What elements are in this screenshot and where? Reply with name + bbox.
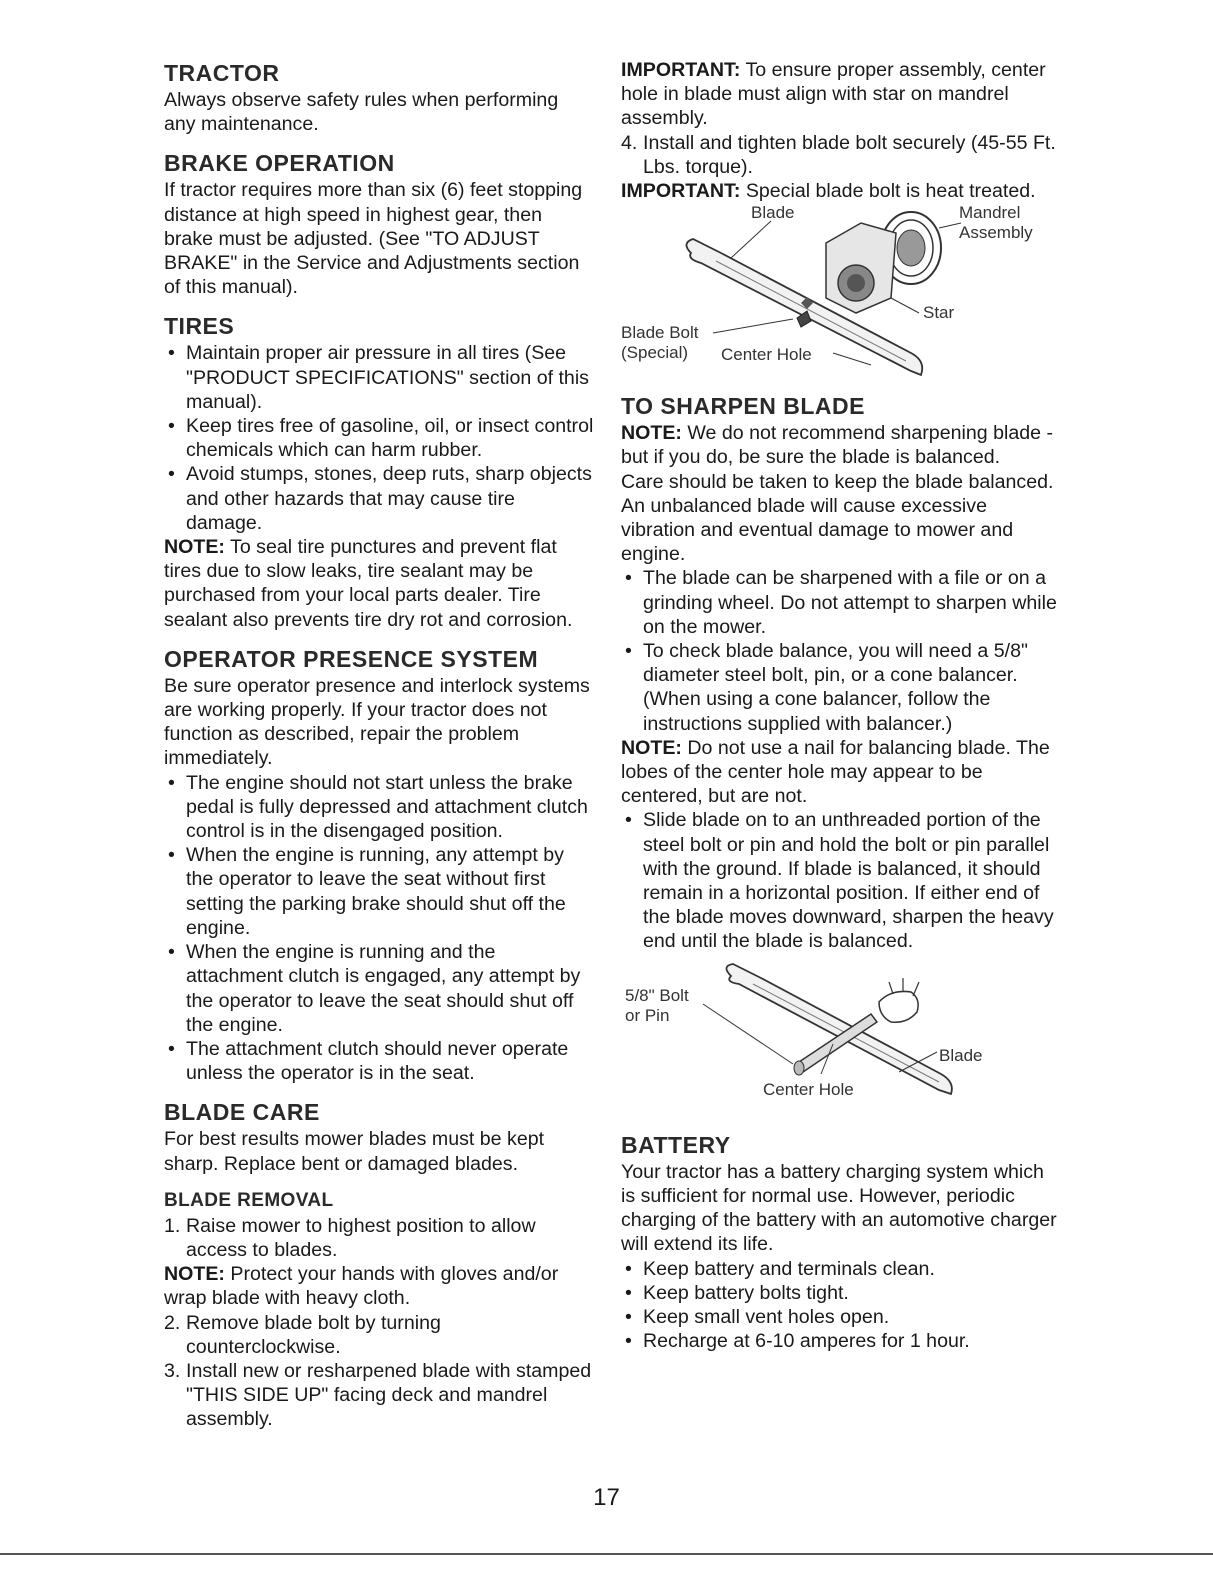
list-item: • The attachment clutch should never operate unless the operator is in the seat.: [164, 1037, 594, 1085]
figure-label-blade: Blade: [939, 1045, 983, 1065]
list-item: • Keep tires free of gasoline, oil, or insect control chemicals which can harm rubber.: [164, 414, 594, 462]
tires-note: [164, 535, 594, 632]
important-label: IMPORTANT:: [621, 59, 741, 81]
important-text: Special blade bolt is heat treated.: [740, 180, 1036, 203]
blade-balance-figure: [621, 954, 1061, 1130]
note-text: Do not use a nail for balancing blade. The lobes of the center hole may appear to be centered, but are not.: [621, 736, 1050, 808]
figure-label-blade-bolt: Blade Bolt: [621, 323, 699, 343]
brake-operation-heading: BRAKE OPERATION: [164, 150, 395, 177]
left-column: [164, 58, 594, 1432]
step-number: 1.: [164, 1214, 181, 1237]
list-item: • To check blade balance, you will need a 5/8" diameter steel bolt, pin, or a cone balancer. (When using a cone balancer, follow the instructions supplied with balancer.): [621, 639, 1061, 736]
step-text: Remove blade bolt by turning counterclockwise.: [186, 1311, 441, 1358]
list-item: • The engine should not start unless the brake pedal is fully depressed and attachment clutch control is in the disengaged position.: [164, 771, 594, 844]
blade-balance-illustration: [621, 954, 1061, 1130]
removal-note: [164, 1262, 594, 1310]
figure-label-bolt: 5/8" Bolt: [625, 985, 689, 1005]
important-label: IMPORTANT:: [621, 180, 741, 203]
battery-text: Your tractor has a battery charging system which is sufficient for normal use. However, periodic charging of the battery with an automotive charger will extend its life.: [621, 1160, 1057, 1256]
figure-label-assembly: Assembly: [959, 223, 1033, 243]
list-item: • Slide blade on to an unthreaded portion of the steel bolt or pin and hold the bolt or pin parallel with the ground. If blade is balanced, it should remain in a horizontal position. If either end of the blade moves downward, sharpen the heavy end until the blade is balanced.: [621, 808, 1061, 953]
tractor-heading: TRACTOR: [164, 60, 280, 86]
list-item: • Avoid stumps, stones, deep ruts, sharp objects and other hazards that may cause tire damage.: [164, 462, 594, 535]
tractor-text: Always observe safety rules when performing any maintenance.: [164, 89, 559, 136]
sharpen-list: [621, 566, 1061, 735]
blade-removal-steps-cont: [164, 1311, 594, 1432]
step-item: [164, 1214, 594, 1262]
note-label: NOTE:: [621, 736, 682, 759]
figure-label-or-pin: or Pin: [625, 1005, 670, 1025]
note-label: NOTE:: [621, 422, 682, 445]
operator-presence-heading: OPERATOR PRESENCE SYSTEM: [164, 645, 539, 672]
step-text: Raise mower to highest position to allow access to blades.: [186, 1214, 536, 1261]
list-item: • When the engine is running and the attachment clutch is engaged, any attempt by the operator to leave the seat should shut off the engine.: [164, 940, 594, 1037]
blade-care-heading: BLADE CARE: [164, 1099, 320, 1126]
sharpen-blade-heading: TO SHARPEN BLADE: [621, 393, 865, 420]
blade-removal-heading: BLADE REMOVAL: [164, 1189, 334, 1211]
note-label: NOTE:: [164, 1263, 225, 1286]
note-label: NOTE:: [164, 536, 225, 559]
sharpen-note: [621, 421, 1061, 469]
bottom-divider: [0, 1553, 1213, 1555]
step-text: Install and tighten blade bolt securely (45-55 Ft. Lbs. torque).: [643, 131, 1056, 178]
blade-removal-steps: [164, 1214, 594, 1262]
operator-presence-list: [164, 771, 594, 1086]
step-number: 2.: [164, 1311, 181, 1334]
important-text: To ensure proper assembly, center hole in blade must align with star on mandrel assembly.: [621, 59, 1046, 130]
note-text: We do not recommend sharpening blade - but if you do, be sure the blade is balanced.: [621, 422, 1054, 469]
operator-presence-text: Be sure operator presence and interlock systems are working properly. If your tractor does not function as described, repair the problem immediately.: [164, 674, 590, 770]
figure-label-blade: Blade: [751, 203, 795, 223]
tires-list: [164, 341, 594, 535]
brake-operation-text: If tractor requires more than six (6) feet stopping distance at high speed in highest gear, then brake must be adjusted. (See "TO ADJUST BRAKE" in the Service and Adjustments section of this manual).: [164, 179, 583, 299]
note-text: To seal tire punctures and prevent flat tires due to slow leaks, tire sealant may be purchased from your local parts dealer. Tire sealant also prevents tire dry rot and corrosion.: [164, 536, 573, 631]
install-steps: [621, 131, 1061, 179]
blade-care-text: For best results mower blades must be kept sharp. Replace bent or damaged blades.: [164, 1128, 545, 1175]
list-item: • Keep battery bolts tight.: [621, 1281, 1061, 1305]
important-note-1: [621, 58, 1061, 131]
step-item: [621, 131, 1061, 179]
list-item: • Keep small vent holes open.: [621, 1305, 1061, 1329]
note-text: Protect your hands with gloves and/or wrap blade with heavy cloth.: [164, 1263, 559, 1310]
page-number: 17: [593, 1484, 620, 1511]
list-item: • Keep battery and terminals clean.: [621, 1257, 1061, 1281]
battery-list: [621, 1257, 1061, 1354]
step-number: 3.: [164, 1359, 181, 1382]
figure-label-special: (Special): [621, 343, 689, 363]
important-note-2: [621, 179, 1061, 203]
list-item: • The blade can be sharpened with a file or on a grinding wheel. Do not attempt to sharpen while on the mower.: [621, 566, 1061, 639]
right-column: [621, 58, 1061, 1353]
figure-label-center-hole: Center Hole: [721, 345, 812, 365]
step-text: Install new or resharpened blade with stamped "THIS SIDE UP" facing deck and mandrel assembly.: [186, 1359, 592, 1431]
battery-heading: BATTERY: [621, 1131, 731, 1158]
step-item: [164, 1311, 594, 1359]
list-item: • When the engine is running, any attempt by the operator to leave the seat without first setting the parking brake should shut off the engine.: [164, 843, 594, 940]
tires-heading: TIRES: [164, 313, 235, 340]
balance-note: [621, 736, 1061, 809]
figure-label-star: Star: [923, 303, 955, 323]
step-number: 4.: [621, 131, 638, 154]
figure-label-mandrel: Mandrel: [959, 203, 1021, 223]
blade-mandrel-figure: [621, 203, 1061, 383]
sharpen-text: Care should be taken to keep the blade balanced. An unbalanced blade will cause excessive vibration and eventual damage to mower and engine.: [621, 470, 1054, 566]
figure-label-center-hole: Center Hole: [763, 1079, 854, 1099]
balance-list: [621, 808, 1061, 953]
list-item: • Maintain proper air pressure in all tires (See "PRODUCT SPECIFICATIONS" section of this manual).: [164, 341, 594, 414]
list-item: • Recharge at 6-10 amperes for 1 hour.: [621, 1329, 1061, 1353]
step-item: [164, 1359, 594, 1432]
